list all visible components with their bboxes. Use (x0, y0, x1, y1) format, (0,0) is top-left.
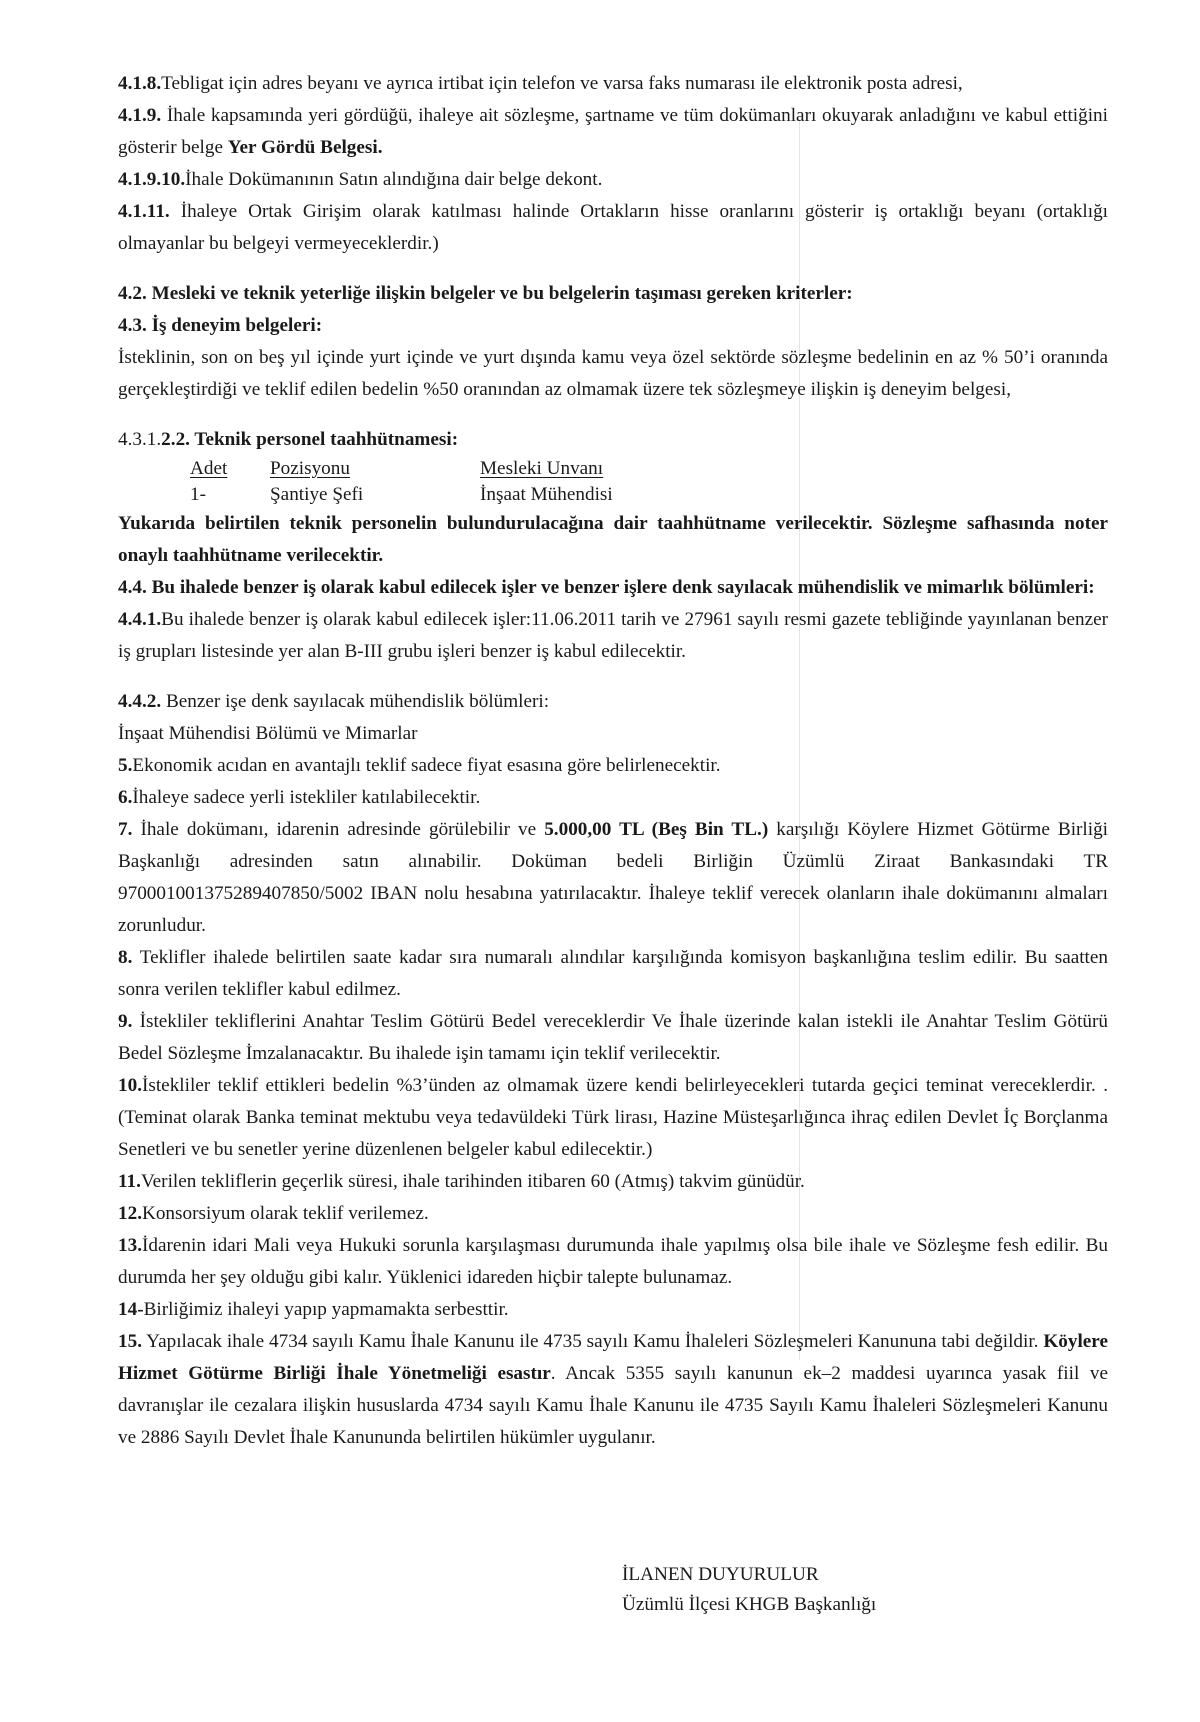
item-4-1-9: 4.1.9. İhale kapsamında yeri gördüğü, ihaleye ait sözleşme, şartname ve tüm dokümanları okuyarak anladığını ve kabul ettiğini gösterir belge Yer Gördü Belgesi. (118, 105, 1108, 158)
signature-block (622, 1560, 876, 1620)
item-10: 10.İstekliler teklif ettikleri bedelin %3’ünden az olmamak üzere kendi belirleyecekleri tutarda geçici teminat vereceklerdir. .(Teminat olarak Banka teminat mektubu veya tedavüldeki Türk lirası, Hazine Müsteşarlığınca ihraç edilen Devlet İç Borçlanma Senetleri ve bu senetler yerine düzenlenen belgeler kabul edilecektir.) (118, 1075, 1108, 1160)
announcement-line: İLANEN DUYURULUR (622, 1564, 819, 1585)
item-4-3-body: İsteklinin, son on beş yıl içinde yurt içinde ve yurt dışında kamu veya özel sektörde sözleşme bedelinin en az % 50’i oranında gerçekleştirdiği ve teklif edilen bedelin %50 oranından az olmamak üzere tek sözleşmeye ilişkin iş deneyim belgesi, (118, 347, 1108, 400)
item-9: 9. İstekliler tekliflerini Anahtar Teslim Götürü Bedel vereceklerdir Ve İhale üzerinde kalan istekli ile Anahtar Teslim Götürü Bedel Sözleşme İmzalanacaktır. Bu ihalede işin tamamı için teklif verilecektir. (118, 1011, 1108, 1064)
personnel-table-row: 1- Şantiye Şefi İnşaat Mühendisi (190, 484, 613, 505)
personnel-table-header: Adet Pozisyonu Mesleki Unvanı (190, 458, 604, 479)
issuer-line: Üzümlü İlçesi KHGB Başkanlığı (622, 1594, 877, 1615)
item-4-1-11: 4.1.11. İhaleye Ortak Girişim olarak katılması halinde Ortakların hisse oranlarını gösterir iş ortaklığı beyanı (ortaklığı olmayanlar bu belgeyi vermeyeceklerdir.) (118, 201, 1108, 254)
item-4-4-2-body: İnşaat Mühendisi Bölümü ve Mimarlar (118, 723, 418, 744)
item-4-1-8: 4.1.8.Tebligat için adres beyanı ve ayrıca irtibat için telefon ve varsa faks numarası ile elektronik posta adresi, (118, 73, 963, 94)
item-5: 5.Ekonomik acıdan en avantajlı teklif sadece fiyat esasına göre belirlenecektir. (118, 755, 721, 776)
item-4-4-1: 4.4.1.Bu ihalede benzer iş olarak kabul edilecek işler:11.06.2011 tarih ve 27961 sayılı resmi gazete tebliğinde yayınlanan benzer iş grupları listesinde yer alan B-III grubu işleri benzer iş kabul edilecektir. (118, 609, 1108, 662)
item-11: 11.Verilen tekliflerin geçerlik süresi, ihale tarihinden itibaren 60 (Atmış) takvim günüdür. (118, 1171, 805, 1192)
item-12: 12.Konsorsiyum olarak teklif verilemez. (118, 1203, 429, 1224)
item-4-3: 4.3. İş deneyim belgeleri: (118, 315, 323, 336)
item-4-3-1-2-2: 4.3.1.2.2. Teknik personel taahhütnamesi: (118, 429, 459, 450)
item-8: 8. Teklifler ihalede belirtilen saate kadar sıra numaralı alındılar karşılığında komisyon başkanlığına teslim edilir. Bu saatten sonra verilen teklifler kabul edilmez. (118, 947, 1108, 1000)
item-7: 7. İhale dokümanı, idarenin adresinde görülebilir ve 5.000,00 TL (Beş Bin TL.) karşılığı Köylere Hizmet Götürme Birliği Başkanlığı adresinden satın alınabilir. Doküman bedeli Birliğin Üzümlü Ziraat Bankasındaki TR 970001001375289407850/5002 IBAN nolu hesabına yatırılacaktır. İhaleye teklif verecek olanların ihale dokümanını almaları zorunludur. (118, 819, 1108, 936)
commitment-text: Yukarıda belirtilen teknik personelin bulundurulacağına dair taahhütname verilecektir. Sözleşme safhasında noter onaylı taahhütname verilecektir. (118, 513, 1108, 566)
item-4-1-9-10: 4.1.9.10.İhale Dokümanının Satın alındığına dair belge dekont. (118, 169, 603, 190)
document-body (118, 68, 1108, 1454)
item-4-4: 4.4. Bu ihalede benzer iş olarak kabul edilecek işler ve benzer işlere denk sayılacak mühendislik ve mimarlık bölümleri: (118, 577, 1095, 598)
item-13: 13.İdarenin idari Mali veya Hukuki sorunla karşılaşması durumunda ihale yapılmış olsa bile ihale ve Sözleşme fesh edilir. Bu durumda her şey olduğu gibi kalır. Yüklenici idareden hiçbir talepte bulunamaz. (118, 1235, 1108, 1288)
item-4-2: 4.2. Mesleki ve teknik yeterliğe ilişkin belgeler ve bu belgelerin taşıması gereken kriterler: (118, 283, 853, 304)
personnel-table (190, 456, 1108, 508)
item-6: 6.İhaleye sadece yerli istekliler katılabilecektir. (118, 787, 481, 808)
item-14: 14-Birliğimiz ihaleyi yapıp yapmamakta serbesttir. (118, 1299, 509, 1320)
item-4-4-2: 4.4.2. Benzer işe denk sayılacak mühendislik bölümleri: (118, 691, 550, 712)
item-15: 15. Yapılacak ihale 4734 sayılı Kamu İhale Kanunu ile 4735 sayılı Kamu İhaleleri Sözleşmeleri Kanununa tabi değildir. Köylere Hizmet Götürme Birliği İhale Yönetmeliği esastır. Ancak 5355 sayılı kanunun ek–2 maddesi uyarınca yasak fiil ve davranışlar ile cezalara ilişkin hususlarda 4734 sayılı Kamu İhale Kanunu ile 4735 Sayılı Kamu İhaleleri Sözleşmeleri Kanunu ve 2886 Sayılı Devlet İhale Kanununda belirtilen hükümler uygulanır. (118, 1331, 1109, 1448)
